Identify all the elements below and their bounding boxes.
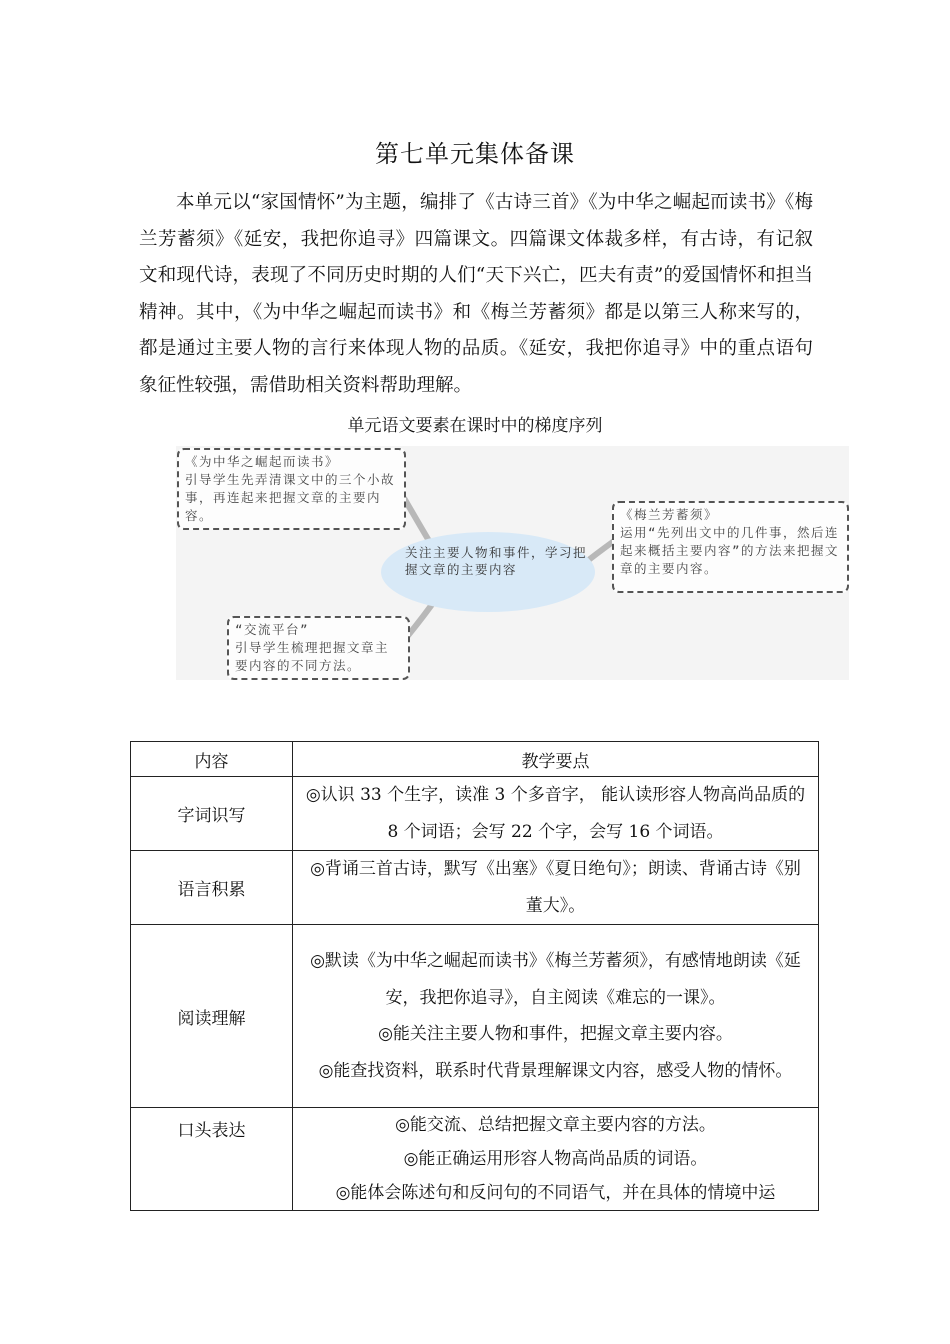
row-label: 字词识写 bbox=[131, 777, 293, 851]
diagram-title: 单元语文要素在课时中的梯度序列 bbox=[347, 416, 603, 436]
point-text: ◎能查找资料，联系时代背景理解课文内容，感受人物的情怀。 bbox=[318, 1060, 793, 1081]
intro-text: 本单元以“家国情怀”为主题，编排了《古诗三首》《为中华之崛起而读书》《梅兰芳蓄须》《延安，我把你追寻》四篇课文。四篇课文体裁多样，有古诗，有记叙文和现代诗，表现了不同历史时期的人们“天下兴亡，匹夫有责”的爱国情怀和担当精神。其中，《为中华之崛起而读书》和《梅兰芳蓄须》都是以第三人称来写的，都是通过主要人物的言行来体现人物的品质。《延安，我把你追寻》中的重点语句象征性较强，需借助相关资料帮助理解。 bbox=[139, 192, 813, 396]
node-top-left: 《为中华之崛起而读书》 引导学生先弄清课文中的三个小故事，再连起来把握文章的主要内容。 bbox=[177, 448, 406, 530]
table-row bbox=[131, 777, 819, 851]
page-title: 第七单元集体备课 bbox=[375, 140, 575, 168]
node-bottom-left: “交流平台” 引导学生梳理把握文章主要内容的不同方法。 bbox=[227, 616, 410, 680]
row-points bbox=[293, 777, 819, 851]
point-text: ◎能交流、总结把握文章主要内容的方法。 bbox=[395, 1115, 716, 1135]
point-text: ◎能正确运用形容人物高尚品质的词语。 bbox=[403, 1149, 708, 1169]
row-label: 语言积累 bbox=[131, 851, 293, 925]
point-text: ◎能关注主要人物和事件，把握文章主要内容。 bbox=[378, 1024, 733, 1044]
point-text: ◎能体会陈述句和反问句的不同语气，并在具体的情境中运 bbox=[335, 1183, 776, 1203]
intro-paragraph bbox=[139, 185, 813, 404]
header-content: 内容 bbox=[131, 742, 293, 777]
table-row bbox=[131, 1108, 819, 1211]
point-text: ◎背诵三首古诗，默写《出塞》《夏日绝句》；朗读、背诵古诗《别董大》。 bbox=[310, 859, 801, 916]
row-points bbox=[293, 851, 819, 925]
row-points bbox=[293, 925, 819, 1108]
header-points: 教学要点 bbox=[293, 742, 819, 777]
row-label: 口头表达 bbox=[131, 1108, 293, 1211]
table-header-row bbox=[131, 742, 819, 777]
table-row bbox=[131, 851, 819, 925]
center-node: 关注主要人物和事件，学习把握文章的主要内容 bbox=[381, 532, 595, 612]
row-points bbox=[293, 1108, 819, 1211]
mind-map bbox=[176, 446, 849, 680]
node-right: 《梅兰芳蓄须》 运用“先列出文中的几件事，然后连起来概括主要内容”的方法来把握文章的主要内容。 bbox=[612, 501, 849, 593]
teaching-points-table bbox=[130, 741, 819, 1211]
point-text: ◎认识 33 个生字，读准 3 个多音字， 能认读形容人物高尚品质的 8 个词语；会写 22 个字，会写 16 个词语。 bbox=[305, 785, 806, 842]
point-text: ◎默读《为中华之崛起而读书》《梅兰芳蓄须》，有感情地朗读《延安，我把你追寻》，自主阅读《难忘的一课》。 bbox=[310, 951, 801, 1008]
row-label: 阅读理解 bbox=[131, 925, 293, 1108]
table-row bbox=[131, 925, 819, 1108]
